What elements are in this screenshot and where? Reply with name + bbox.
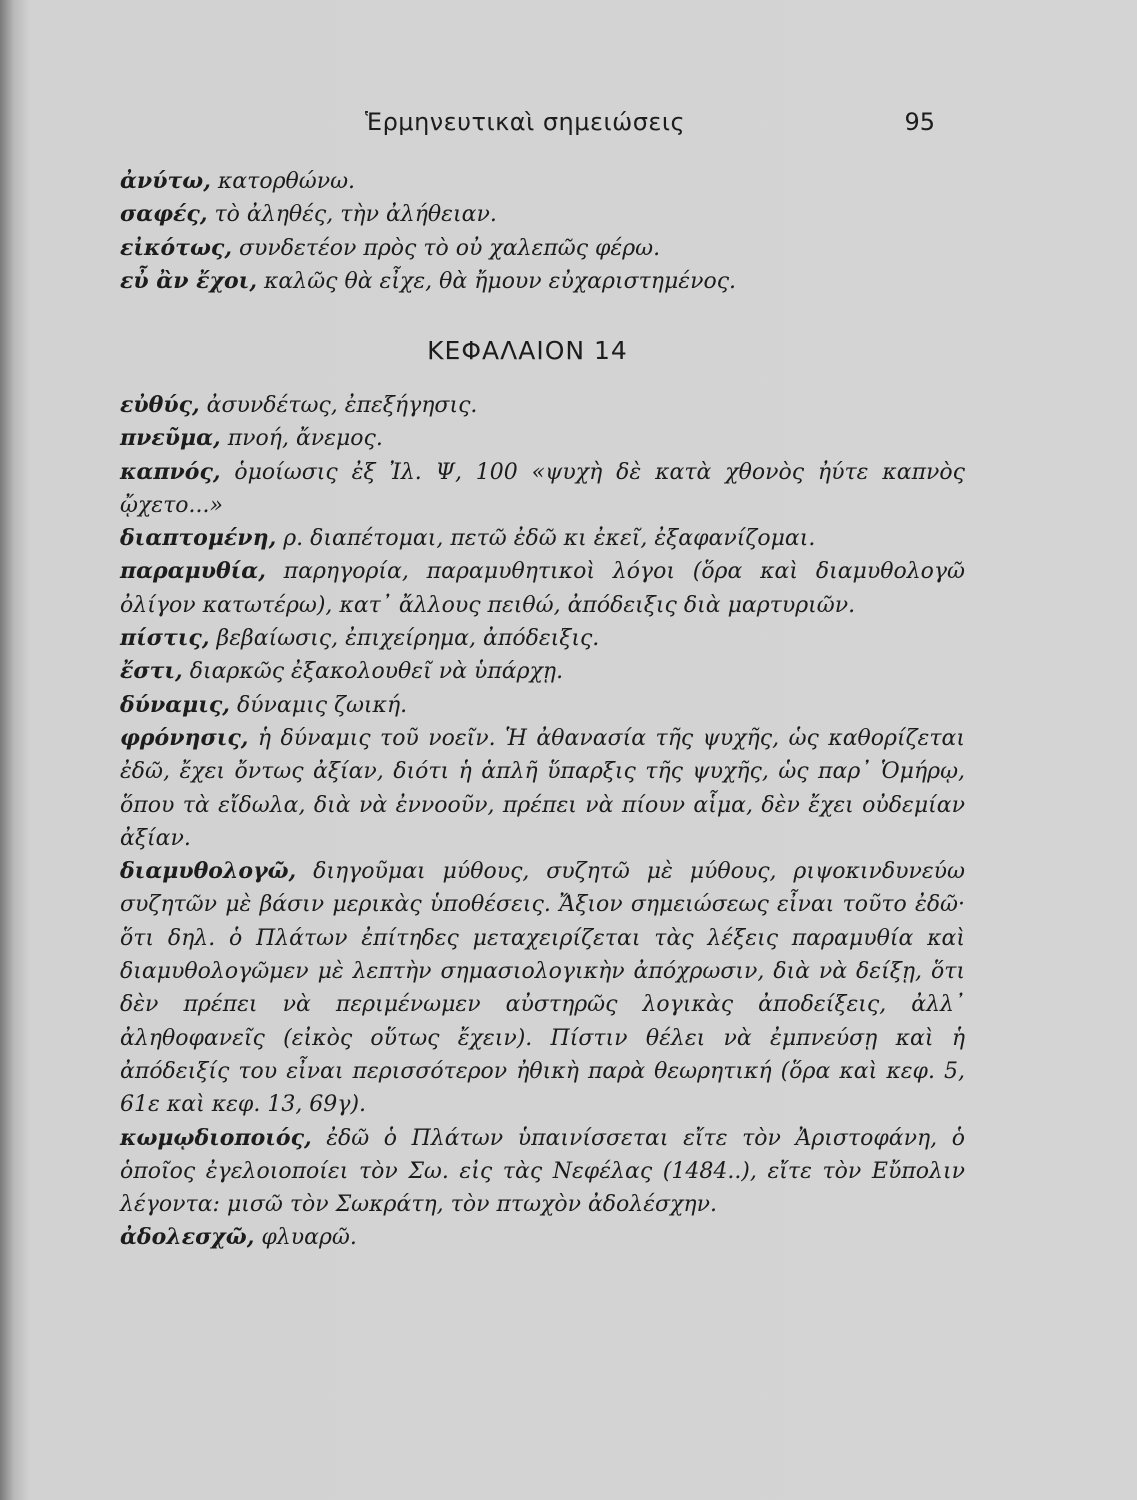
entry-term: διαπτομένη,	[120, 525, 277, 552]
entry-text: ὁμοίωσις ἐξ Ἰλ. Ψ, 100 «ψυχὴ δὲ κατὰ χθονὸς ἠύτε καπνὸς ᾤχετο...»	[120, 459, 965, 518]
entry-text: βεβαίωσις, ἐπιχείρημα, ἀπόδειξις.	[216, 626, 600, 652]
glossary-entry	[120, 1221, 965, 1254]
chapter-title: ΚΕΦΑΛΑΙΟΝ 14	[427, 336, 628, 365]
entry-term: δύναμις,	[120, 691, 230, 718]
running-title: Ἑρμηνευτικαὶ σημειώσεις	[365, 108, 686, 136]
entry-term: ἔστι,	[120, 658, 183, 685]
glossary-entry	[120, 389, 965, 422]
glossary-entry	[120, 265, 965, 298]
entry-text: ἀσυνδέτως, ἐπεξήγησις.	[206, 393, 478, 418]
glossary-entry	[120, 689, 965, 722]
entry-term: εὐθύς,	[120, 392, 200, 418]
entry-term: φρόνησις,	[120, 724, 249, 751]
entry-text: παρηγορία, παραμυθητικοὶ λόγοι (ὅρα καὶ διαμυθολογῶ ὀλίγον κατωτέρω), κατ᾽ ἄλλους πειθώ, ἀπόδειξις διὰ μαρτυριῶν.	[120, 559, 965, 618]
glossary-entry	[120, 232, 965, 265]
entry-term: διαμυθολογῶ,	[120, 858, 297, 885]
entry-term: εἰκότως,	[120, 234, 232, 261]
glossary-entry	[120, 198, 965, 231]
entry-term: πνεῦμα,	[120, 425, 221, 452]
entry-text: κατορθώνω.	[217, 169, 355, 194]
page-number: 95	[904, 108, 935, 136]
entry-text: συνδετέον πρὸς τὸ οὐ χαλεπῶς φέρω.	[239, 235, 661, 261]
entry-term: κωμῳδιοποιός,	[120, 1124, 312, 1151]
glossary-entry	[120, 456, 965, 523]
glossary-entry	[120, 165, 965, 198]
entry-text: διηγοῦμαι μύθους, συζητῶ μὲ μύθους, ριψοκινδυνεύω συζητῶν μὲ βάσιν μερικὰς ὑποθέσεις. Ἄξιον σημειώσεως εἶναι τοῦτο ἐδῶ· ὅτι δηλ. ὁ Πλάτων ἐπίτηδες μεταχειρίζεται τὰς λέξεις παραμυθία καὶ διαμυθολογῶμεν μὲ λεπτὴν σημασιολογικὴν ἀπόχρωσιν, διὰ νὰ δείξῃ, ὅτι δὲν πρέπει νὰ περιμένωμεν αὐστηρῶς λογικὰς ἀποδείξεις, ἀλλ᾽ ἀληθοφανεῖς (εἰκὸς οὕτως ἔχειν). Πίστιν θέλει νὰ ἐμπνεύσῃ καὶ ἡ ἀπόδειξίς του εἶναι περισσότερον ἠθικὴ παρὰ θεωρητική (ὅρα καὶ κεφ. 5, 61ε καὶ κεφ. 13, 69γ).	[120, 859, 965, 1118]
glossary-block-chapter	[120, 389, 965, 1255]
entry-text: πνοή, ἄνεμος.	[227, 426, 383, 452]
entry-text: ἡ δύναμις τοῦ νοεῖν. Ἡ ἀθανασία τῆς ψυχῆς, ὡς καθορίζεται ἐδῶ, ἔχει ὄντως ἀξίαν, διότι ἡ ἁπλῆ ὕπαρξις τῆς ψυχῆς, ὡς παρ᾽ Ὁμήρῳ, ὅπου τὰ εἴδωλα, διὰ νὰ ἐννοοῦν, πρέπει νὰ πίουν αἷμα, δὲν ἔχει οὐδεμίαν ἀξίαν.	[120, 725, 965, 851]
entry-text: φλυαρῶ.	[261, 1225, 357, 1251]
entry-term: σαφές,	[120, 201, 208, 228]
entry-text: διαρκῶς ἐξακολουθεῖ νὰ ὑπάρχῃ.	[189, 659, 564, 685]
entry-term: πίστις,	[120, 625, 210, 652]
glossary-entry	[120, 522, 965, 555]
glossary-entry	[120, 555, 965, 622]
page-header	[120, 108, 935, 144]
glossary-entry	[120, 655, 965, 688]
entry-term: εὖ ἂν ἔχοι,	[120, 267, 257, 294]
glossary-entry	[120, 1122, 965, 1222]
glossary-entry	[120, 722, 965, 855]
glossary-block-top	[120, 165, 965, 298]
entry-text: ρ. διαπέτομαι, πετῶ ἐδῶ κι ἐκεῖ, ἐξαφανίζομαι.	[283, 526, 816, 552]
glossary-entry	[120, 622, 965, 655]
entry-text: τὸ ἀληθές, τὴν ἀλήθειαν.	[214, 202, 497, 228]
entry-term: ἀνύτω,	[120, 168, 211, 194]
entry-term: ἀδολεσχῶ,	[120, 1224, 255, 1251]
glossary-entry	[120, 855, 965, 1121]
entry-term: παραμυθία,	[120, 558, 266, 585]
entry-text: καλῶς θὰ εἶχε, θὰ ἤμουν εὐχαριστημένος.	[263, 268, 737, 294]
entry-text: ἐδῶ ὁ Πλάτων ὑπαινίσσεται εἴτε τὸν Ἀριστοφάνη, ὁ ὁποῖος ἐγελοιοποίει τὸν Σω. εἰς τὰς Νεφέλας (1484..), εἴτε τὸν Εὔπολιν λέγοντα: μισῶ τὸν Σωκράτη, τὸν πτωχὸν ἀδολέσχην.	[120, 1125, 965, 1218]
entry-text: δύναμις ζωική.	[236, 692, 408, 718]
glossary-entry	[120, 422, 965, 455]
entry-term: καπνός,	[120, 458, 221, 485]
